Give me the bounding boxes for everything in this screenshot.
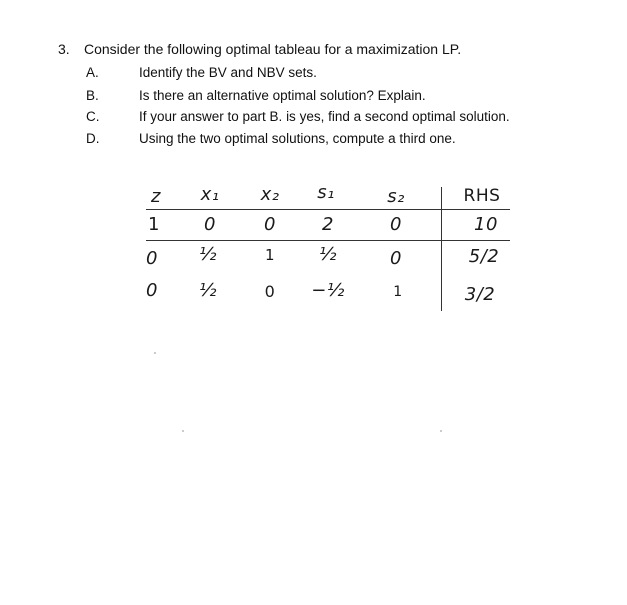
cell-r1-x1: ½ (199, 244, 217, 265)
question-number: 3. (58, 41, 70, 57)
cell-r1-rhs: 5/2 (468, 246, 500, 267)
header-x2: x₂ (260, 184, 280, 205)
cell-r1-z: 0 (146, 248, 158, 269)
header-rhs: RHS (463, 186, 501, 206)
cell-r0-z: 1 (148, 214, 160, 235)
cell-r0-x1: 0 (204, 214, 216, 235)
part-b-letter: B. (86, 88, 99, 103)
cell-r0-x2: 0 (264, 214, 276, 235)
cell-r2-s2: 1 (393, 284, 403, 300)
cell-r2-rhs: 3/2 (464, 284, 496, 305)
cell-r0-s1: 2 (322, 214, 334, 235)
scan-speck (440, 430, 442, 432)
objective-row-underline (146, 240, 510, 241)
rhs-divider (441, 187, 442, 311)
cell-r0-s2: 0 (390, 214, 402, 235)
part-c-text: If your answer to part B. is yes, find a second optimal solution. (139, 109, 510, 124)
header-s2: s₂ (387, 186, 405, 207)
cell-r0-rhs: 10 (474, 214, 498, 235)
scan-speck (154, 352, 156, 354)
part-c-letter: C. (86, 109, 100, 124)
cell-r1-s2: 0 (390, 248, 402, 269)
question-prompt: Consider the following optimal tableau for a maximization LP. (84, 41, 462, 57)
header-underline (146, 209, 510, 210)
cell-r2-s1: −½ (311, 280, 345, 301)
cell-r1-x2: 1 (264, 246, 276, 264)
part-d-text: Using the two optimal solutions, compute a third one. (139, 131, 456, 146)
scan-speck (182, 430, 184, 432)
part-a-letter: A. (86, 65, 99, 80)
cell-r2-z: 0 (146, 280, 158, 301)
part-b-text: Is there an alternative optimal solution? Explain. (139, 88, 426, 103)
header-x1: x₁ (200, 184, 220, 205)
part-d-letter: D. (86, 131, 100, 146)
header-s1: s₁ (317, 182, 335, 203)
cell-r2-x2: 0 (264, 282, 276, 301)
part-a-text: Identify the BV and NBV sets. (139, 65, 317, 80)
cell-r1-s1: ½ (319, 244, 337, 265)
header-z: z (151, 186, 161, 207)
cell-r2-x1: ½ (199, 280, 217, 301)
